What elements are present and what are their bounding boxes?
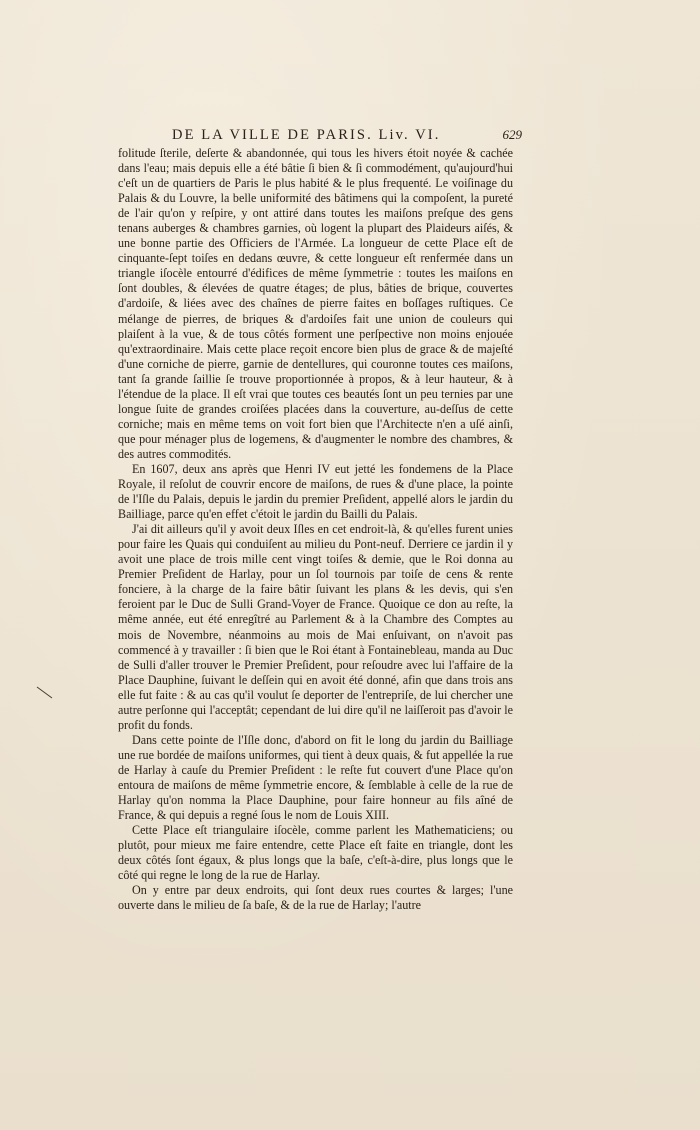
paragraph: folitude ſterile, deſerte & abandonnée, qui tous les hivers étoit noyée & cachée dans l'eau; mais depuis elle a été bâtie ſi bien & ſi commodément, qu'aujourd'hui c'eſt un de quartiers de Paris le plus habité & le plus frequenté. Le voiſinage du Palais & du Louvre, la belle uniformité des bâtimens qui la compoſent, la pureté de l'air qu'on y reſpire, y ont attiré dans toutes les maiſons preſque des gens tenans auberges & chambres garnies, où logent la plupart des Plaideurs aiſés, & une bonne partie des Officiers de l'Armée. La longueur de cette Place eſt de cinquante-ſept toiſes en dedans œuvre, & cette longueur eſt renfermée dans un triangle iſocèle entourré d'édifices de même ſymmetrie : toutes les maiſons en ſont doubles, & élevées de quatre étages; de plus, bâties de brique, couvertes d'ardoiſe, & liées avec des chaînes de pierre faites en boſſages ruſtiques. Ce mélange de pierres, de briques & d'ardoiſes fait une union de couleurs qui plaiſent à la vue, & de tous côtés forment une perſpective non moins enjouée qu'extraordinaire. Mais cette place reçoit encore bien plus de grace & de majeſté d'une corniche de pierre, garnie de dentellures, qui couronne toutes ces maiſons, tant ſa grande ſaillie ſe trouve proportionnée à propos, & à leur hauteur, & à l'étendue de la place. Il eſt vrai que toutes ces beautés ſont un peu ternies par une longue ſuite de grandes croiſées placées dans la couverture, au-deſſus de cette corniche; mais en même tems on voit fort bien que l'Architecte n'en a uſé ainſi, que pour ménager plus de logemens, & d'augmenter le nombre des chambres, & des autres commodités. <box>118 146 513 461</box>
page-number: 629 <box>502 127 522 142</box>
paragraph: J'ai dit ailleurs qu'il y avoit deux Iſles en cet endroit-là, & qu'elles furent unies pour faire les Quais qui conduiſent au milieu du Pont-neuf. Derriere ce jardin il y avoit une place de trois mille cent vingt toiſes & demie, que le Roi donna au Premier Preſident de Harlay, pour un ſol tournois par toiſe de cens & rente fonciere, à la charge de la faire bâtir ſuivant les plans & les devis, qui s'en feroient par le Duc de Sulli Grand-Voyer de France. Quoique ce don au reſte, la même année, eut été enregîtré au Parlement & à la Chambre des Comptes au mois de Novembre, néanmoins au mois de Mai enſuivant, on n'avoit pas commencé à y travailler : ſi bien que le Roi étant à Fontainebleau, manda au Duc de Sulli d'aller trouver le Premier Preſident, pour reſoudre avec lui l'affaire de la Place Dauphine, ſuivant le deſſein qui en avoit été donné, afin que dans trois ans elle fut faite : & au cas qu'il voulut ſe deporter de l'entrepriſe, de lui chercher une autre perſonne qui l'acceptât; cependant de lui dire qu'il ne laiſſeroit pas d'avoir le profit du fonds. <box>118 522 513 732</box>
paragraph: En 1607, deux ans après que Henri IV eut jetté les fondemens de la Place Royale, il reſolut de couvrir encore de maiſons, de rues & d'une place, la pointe de l'Iſle du Palais, depuis le jardin du premier Preſident, appellé alors le jardin du Bailliage, parce qu'en effet c'étoit le jardin du Bailli du Palais. <box>118 461 513 522</box>
paragraph: On y entre par deux endroits, qui ſont deux rues courtes & larges; l'une ouverte dans le milieu de ſa baſe, & de la rue de Harlay; l'autre <box>118 883 513 913</box>
body-text <box>118 146 513 913</box>
running-head: DE LA VILLE DE PARIS. Liv. VI. <box>172 127 441 143</box>
paragraph: Cette Place eſt triangulaire iſocèle, comme parlent les Mathematiciens; ou plutôt, pour mieux me faire entendre, cette Place eſt faite en triangle, dont les deux côtés ſont égaux, & plus longs que la baſe, c'eſt-à-dire, plus longs que le côté qui regne le long de la rue de Harlay. <box>118 823 513 883</box>
margin-mark <box>36 686 54 700</box>
paragraph: Dans cette pointe de l'Iſle donc, d'abord on fit le long du jardin du Bailliage une rue bordée de maiſons uniformes, qui tient à deux quais, & fut appellée la rue de Harlay à cauſe du Premier Preſident : le reſte fut couvert d'une Place qu'on entoura de maiſons de même ſymmetrie encore, & ſemblable à celle de la rue de Harlay qu'on nomma la Place Dauphine, pour faire honneur au fils aîné de France, & qui depuis a regné ſous le nom de Louis XIII. <box>118 732 513 823</box>
page-header <box>160 127 522 145</box>
